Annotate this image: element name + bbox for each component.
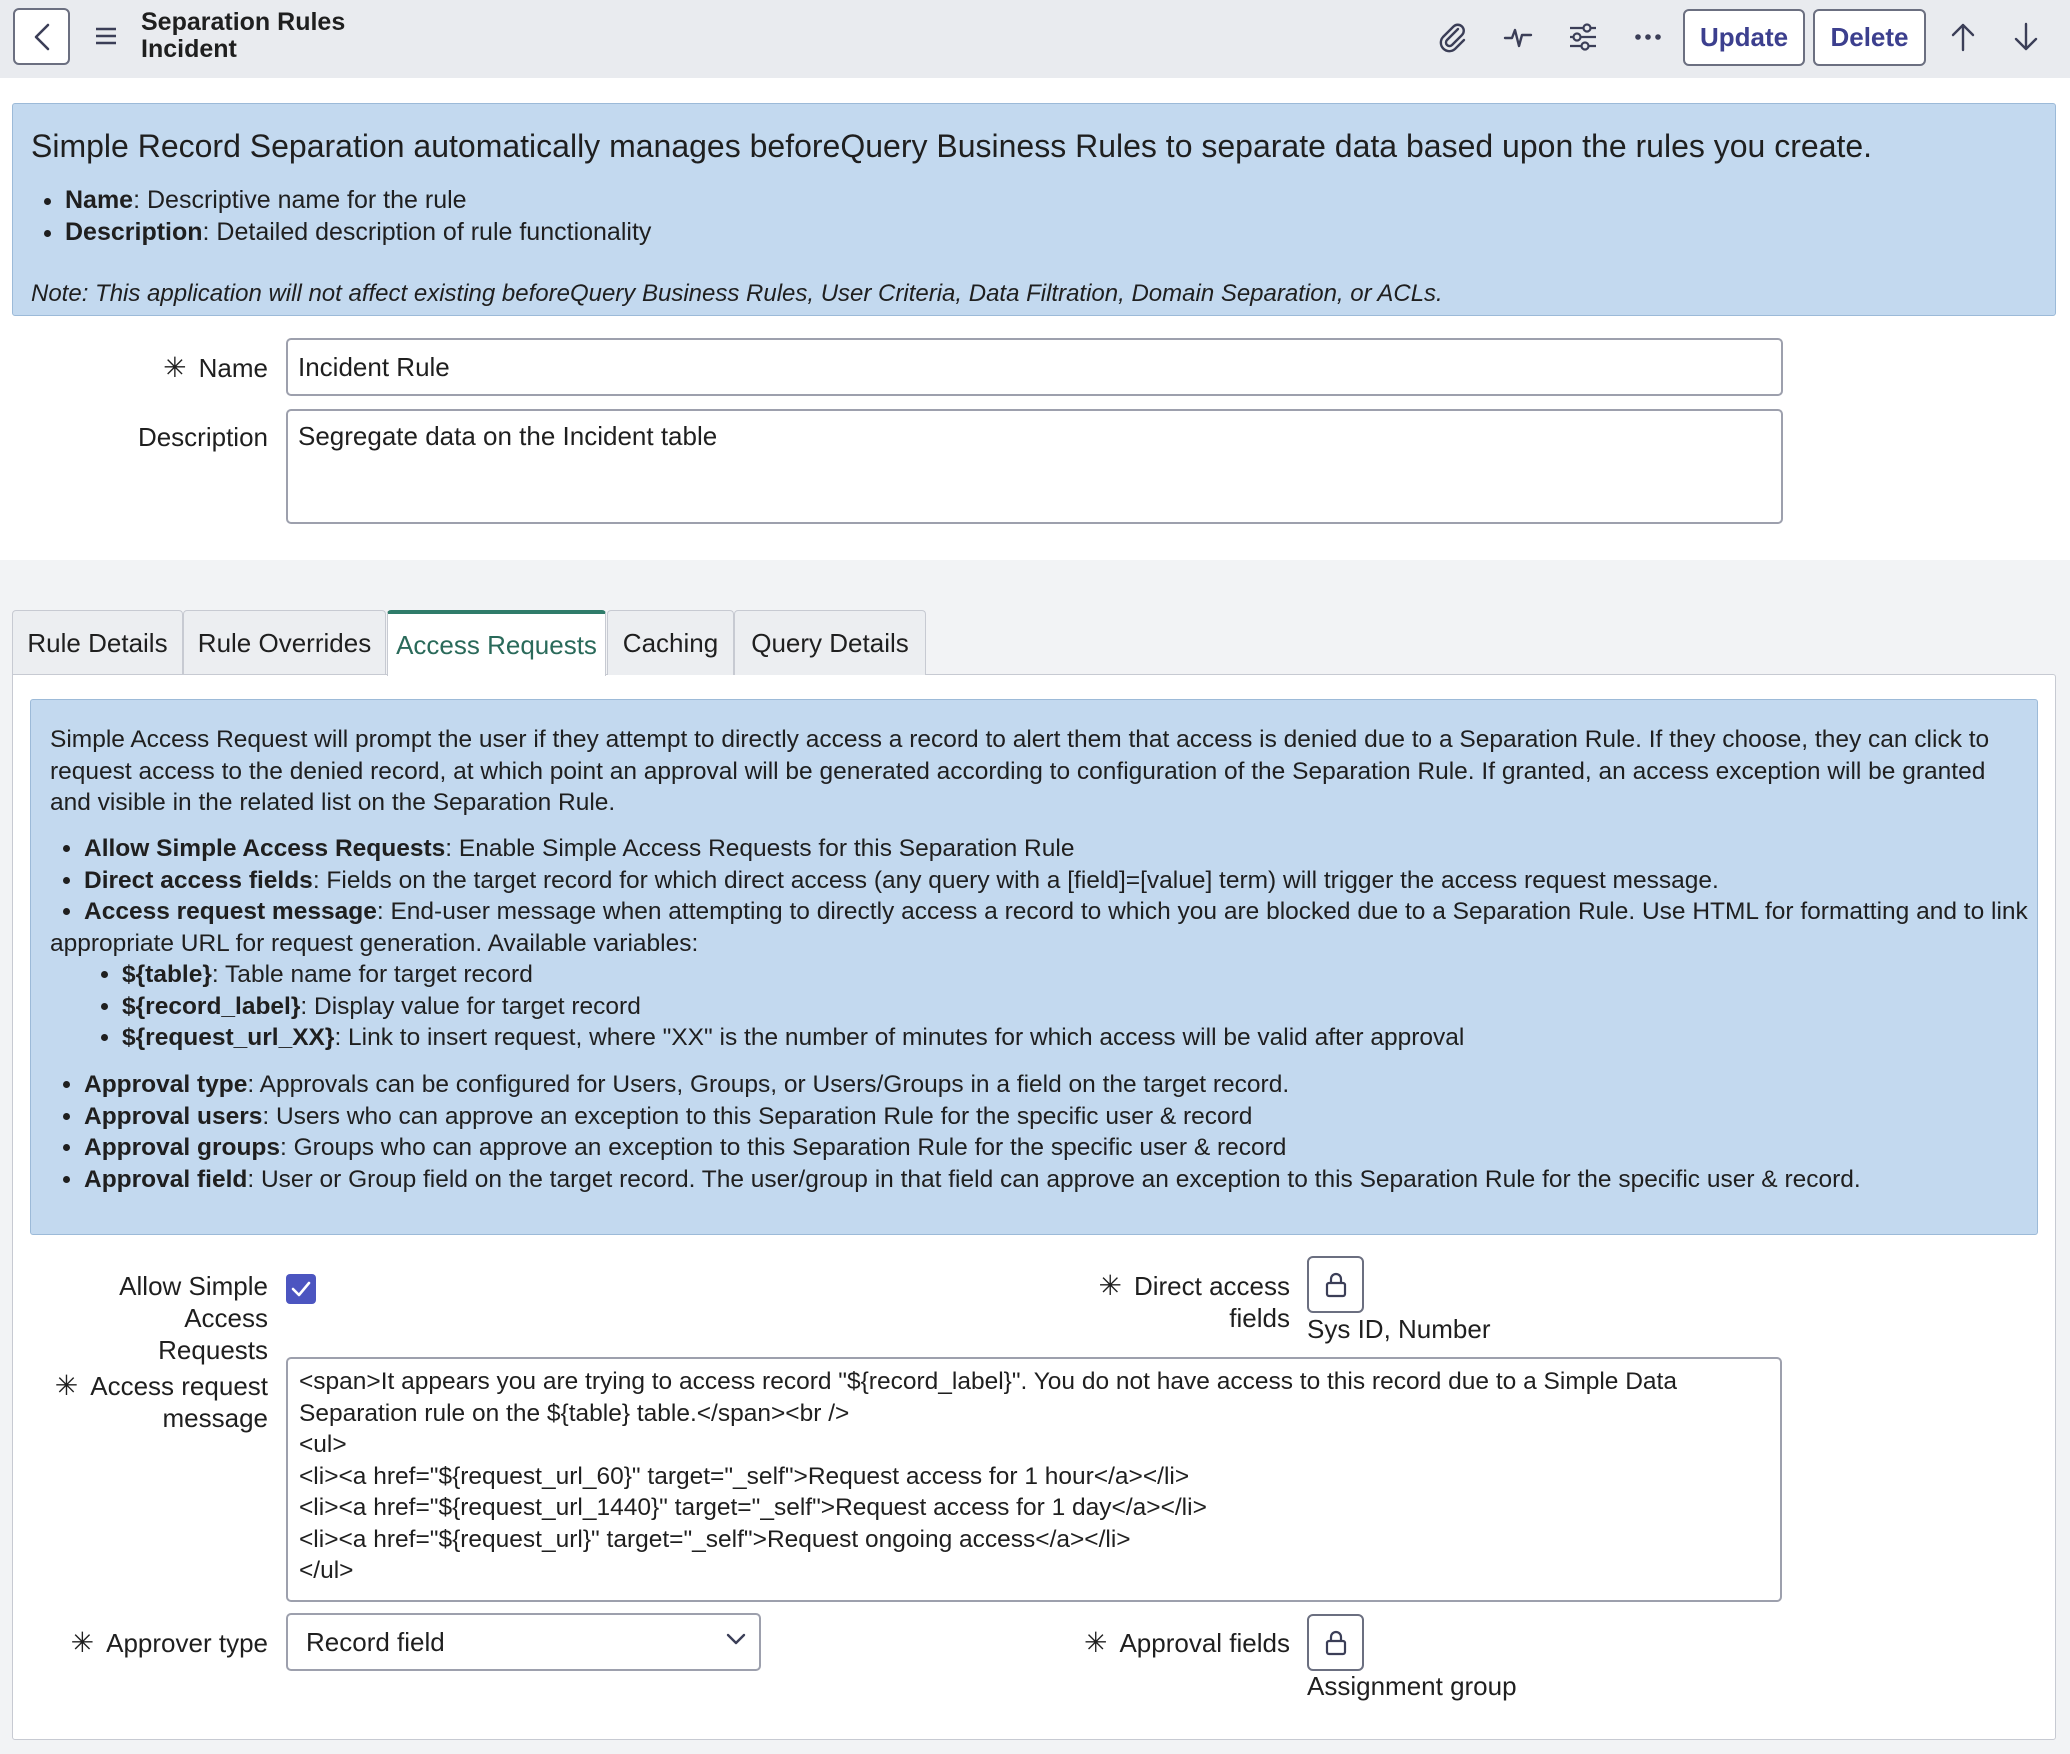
label-text: Approver type bbox=[106, 1628, 268, 1658]
record-title bbox=[141, 9, 345, 63]
list-text: : End-user message when attempting to directly access a record to which you are blocked due to a Separation Rule. Use HTML for formatting and to link bbox=[376, 898, 2028, 925]
info-list-1 bbox=[84, 833, 2044, 928]
list-term: Approval groups bbox=[84, 1134, 281, 1161]
list-item bbox=[84, 896, 2044, 928]
direct-access-value: Sys ID, Number bbox=[1307, 1314, 1491, 1344]
required-asterisk-icon: ✳ bbox=[1098, 1270, 1122, 1301]
name-input[interactable]: Incident Rule bbox=[286, 338, 1783, 396]
access-message-label bbox=[30, 1370, 268, 1434]
info-banner bbox=[12, 103, 2056, 316]
tab-query-details[interactable]: Query Details bbox=[734, 610, 926, 675]
list-item bbox=[122, 959, 2022, 991]
label-line bbox=[30, 1370, 268, 1402]
back-button[interactable] bbox=[13, 8, 70, 65]
lock-icon bbox=[1325, 1630, 1347, 1656]
list-item bbox=[122, 1022, 2022, 1054]
label-text: Direct access bbox=[1133, 1271, 1290, 1301]
paperclip-icon[interactable] bbox=[1432, 16, 1474, 58]
list-text: : Groups who can approve an exception to this Separation Rule for the specific user & record bbox=[280, 1134, 1287, 1161]
activity-pulse-icon[interactable] bbox=[1497, 16, 1539, 58]
access-message-textarea[interactable]: <span>It appears you are trying to access record "${record_label}". You do not have access to this record due to a Simple Data Separation rule on the ${table} table.</span><br /> <ul> <li><a href="${request_url_60}" target="_self">Request access for 1 hour</a></li> <li><a href="${request_url_1440}" target="_self">Request access for 1 day</a></li> <li><a href="${request_url}" target="_self">Request ongoing access</a></li> </ul> bbox=[286, 1357, 1782, 1602]
required-asterisk-icon: ✳ bbox=[163, 352, 187, 383]
list-text: : User or Group field on the target record. The user/group in that field can approve an exception to this Separation Rule for the specific user & record. bbox=[247, 1165, 1861, 1193]
banner-note: Note: This application will not affect existing beforeQuery Business Rules, User Criteria, Data Filtration, Domain Separation, or ACLs. bbox=[31, 280, 1443, 307]
name-label-text: Name bbox=[198, 353, 268, 383]
list-term: Approval users bbox=[84, 1102, 263, 1130]
list-text: : Users who can approve an exception to this Separation Rule for the specific user & record bbox=[262, 1102, 1253, 1130]
chevron-down-icon bbox=[725, 1632, 747, 1646]
list-term: Description bbox=[65, 218, 203, 246]
description-label: Description bbox=[137, 422, 268, 452]
approval-fields-lock-button[interactable] bbox=[1307, 1614, 1364, 1671]
info-intro: Simple Access Request will prompt the user if they attempt to directly access a record to alert them that access is denied due to a Separation Rule. If they choose, they can click to request access to the denied record, at which point an approval will be generated according to configuration of the Separation Rule. If granted, an access exception will be granted and visible in the related list on the Separation Rule. bbox=[50, 726, 1990, 816]
label-text: Access request bbox=[90, 1371, 268, 1401]
required-asterisk-icon: ✳ bbox=[54, 1370, 79, 1401]
record-title-name: Incident bbox=[141, 35, 237, 63]
required-asterisk-icon: ✳ bbox=[70, 1627, 95, 1658]
list-text: : Approvals can be configured for Users, Groups, or Users/Groups in a field on the target record. bbox=[247, 1071, 1290, 1098]
description-textarea[interactable]: Segregate data on the Incident table bbox=[286, 409, 1783, 524]
banner-list bbox=[65, 184, 651, 248]
label-line: Allow Simple Access bbox=[119, 1271, 268, 1333]
list-item bbox=[84, 865, 2044, 897]
arrow-down-icon[interactable] bbox=[2005, 16, 2047, 58]
label-text: Approval fields bbox=[1119, 1628, 1290, 1658]
hamburger-menu-icon[interactable] bbox=[90, 18, 122, 54]
list-item bbox=[84, 1132, 2044, 1164]
settings-sliders-icon[interactable] bbox=[1562, 16, 1604, 58]
info-continuation: appropriate URL for request generation. Available variables: bbox=[50, 930, 699, 957]
record-title-table: Separation Rules bbox=[141, 8, 346, 36]
label-line: fields bbox=[1229, 1303, 1290, 1333]
list-item bbox=[84, 1164, 2044, 1196]
list-item bbox=[65, 216, 651, 248]
list-term: ${record_label} bbox=[122, 992, 301, 1020]
list-text: : Descriptive name for the rule bbox=[133, 186, 467, 214]
list-term: ${table} bbox=[122, 961, 212, 988]
approval-fields-label bbox=[1030, 1627, 1290, 1659]
list-item bbox=[84, 1069, 2044, 1101]
update-button[interactable]: Update bbox=[1683, 9, 1805, 66]
allow-requests-label bbox=[30, 1270, 268, 1366]
variables-list bbox=[122, 959, 2022, 1054]
list-text: : Fields on the target record for which direct access (any query with a [field]=[value] term) will trigger the access request message. bbox=[312, 866, 1719, 894]
list-term: Allow Simple Access Requests bbox=[84, 835, 446, 862]
checkmark-icon bbox=[291, 1281, 311, 1297]
record-header bbox=[0, 0, 2070, 78]
approval-fields-value: Assignment group bbox=[1307, 1671, 1517, 1701]
tab-access-requests[interactable]: Access Requests bbox=[387, 610, 606, 676]
list-text: : Enable Simple Access Requests for this Separation Rule bbox=[445, 835, 1075, 862]
label-line bbox=[1050, 1270, 1290, 1302]
direct-access-label bbox=[1050, 1270, 1290, 1334]
more-options-icon[interactable] bbox=[1627, 16, 1669, 58]
tab-rule-overrides[interactable]: Rule Overrides bbox=[183, 610, 386, 675]
list-text: : Link to insert request, where "XX" is the number of minutes for which access will be valid after approval bbox=[334, 1024, 1465, 1051]
direct-access-lock-button[interactable] bbox=[1307, 1256, 1364, 1313]
selected-value: Record field bbox=[306, 1626, 445, 1657]
tab-rule-details[interactable]: Rule Details bbox=[12, 610, 183, 675]
approver-type-label bbox=[30, 1627, 268, 1659]
list-term: ${request_url_XX} bbox=[122, 1024, 335, 1051]
approver-type-select[interactable] bbox=[286, 1613, 761, 1671]
name-label bbox=[100, 352, 268, 384]
list-text: : Table name for target record bbox=[211, 961, 533, 988]
delete-button[interactable]: Delete bbox=[1813, 9, 1926, 66]
list-term: Name bbox=[65, 186, 134, 214]
list-term: Approval field bbox=[84, 1165, 248, 1193]
info-list-2 bbox=[84, 1069, 2044, 1195]
arrow-up-icon[interactable] bbox=[1942, 16, 1984, 58]
list-item bbox=[122, 991, 2022, 1023]
list-item bbox=[84, 833, 2044, 865]
list-term: Access request message bbox=[84, 898, 377, 925]
allow-requests-checkbox[interactable] bbox=[286, 1274, 316, 1304]
list-text: : Detailed description of rule functionality bbox=[202, 218, 652, 246]
label-line: message bbox=[162, 1403, 268, 1433]
lock-icon bbox=[1325, 1272, 1347, 1298]
tab-caching[interactable]: Caching bbox=[607, 610, 734, 675]
list-item bbox=[65, 184, 651, 216]
list-term: Approval type bbox=[84, 1071, 248, 1098]
list-text: : Display value for target record bbox=[300, 992, 641, 1020]
list-term: Direct access fields bbox=[84, 866, 313, 894]
list-item bbox=[84, 1101, 2044, 1133]
chevron-left-icon bbox=[31, 22, 53, 52]
required-asterisk-icon: ✳ bbox=[1083, 1627, 1108, 1658]
access-requests-info bbox=[30, 699, 2038, 1235]
banner-title: Simple Record Separation automatically manages beforeQuery Business Rules to separate data based upon the rules you create. bbox=[31, 128, 1873, 164]
label-line: Requests bbox=[158, 1335, 268, 1365]
